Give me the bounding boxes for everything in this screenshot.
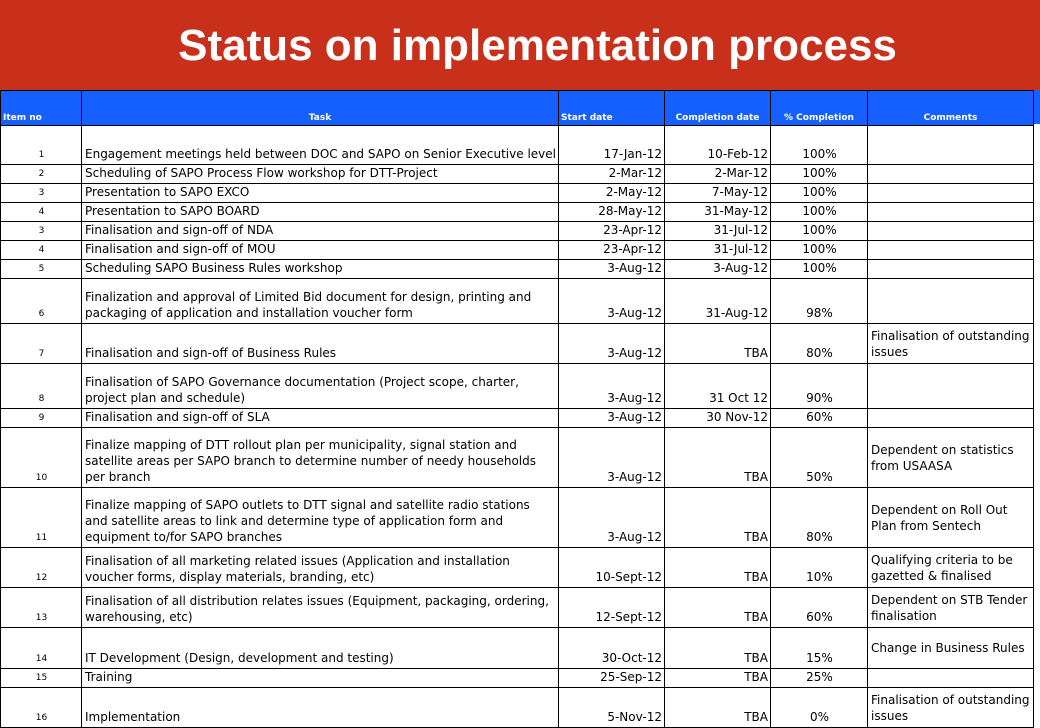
cell-item-no: 4 <box>1 203 82 222</box>
header-start-date: Start date <box>559 91 665 126</box>
cell-completion-date: 31-Aug-12 <box>665 279 771 324</box>
cell-completion-date: TBA <box>665 628 771 669</box>
cell-task: Finalize mapping of DTT rollout plan per municipality, signal station and satellite areas per SAPO branch to determine number of needy households per branch <box>82 428 559 488</box>
cell-completion-date: TBA <box>665 688 771 728</box>
table-row <box>1 222 1034 241</box>
cell-percent-completion: 80% <box>771 488 868 548</box>
cell-start-date: 23-Apr-12 <box>559 241 665 260</box>
cell-comments <box>868 669 1034 688</box>
cell-completion-date: TBA <box>665 428 771 488</box>
cell-task: Finalize mapping of SAPO outlets to DTT signal and satellite radio stations and satellite areas to link and determine type of application form and equipment to/for SAPO branches <box>82 488 559 548</box>
cell-completion-date: 7-May-12 <box>665 184 771 203</box>
cell-comments: Dependent on statistics from USAASA <box>868 428 1034 488</box>
cell-task: Finalisation of all marketing related issues (Application and installation voucher forms, display materials, branding, etc) <box>82 548 559 588</box>
table-row <box>1 279 1034 324</box>
table-row <box>1 409 1034 428</box>
cell-comments <box>868 126 1034 165</box>
cell-task: Scheduling of SAPO Process Flow workshop for DTT-Project <box>82 165 559 184</box>
cell-item-no: 13 <box>1 588 82 628</box>
cell-percent-completion: 60% <box>771 588 868 628</box>
cell-task: Finalisation of all distribution relates issues (Equipment, packaging, ordering, warehousing, etc) <box>82 588 559 628</box>
cell-completion-date: 2-Mar-12 <box>665 165 771 184</box>
cell-comments: Change in Business Rules <box>868 628 1034 669</box>
cell-item-no: 2 <box>1 165 82 184</box>
cell-item-no: 15 <box>1 669 82 688</box>
cell-percent-completion: 100% <box>771 126 868 165</box>
table-row <box>1 184 1034 203</box>
table-row <box>1 165 1034 184</box>
cell-percent-completion: 50% <box>771 428 868 488</box>
cell-start-date: 25-Sep-12 <box>559 669 665 688</box>
cell-comments: Dependent on STB Tender finalisation <box>868 588 1034 628</box>
cell-task: Presentation to SAPO BOARD <box>82 203 559 222</box>
table-row <box>1 669 1034 688</box>
cell-item-no: 14 <box>1 628 82 669</box>
cell-completion-date: 31-May-12 <box>665 203 771 222</box>
cell-item-no: 9 <box>1 409 82 428</box>
cell-comments: Dependent on Roll Out Plan from Sentech <box>868 488 1034 548</box>
cell-comments: Finalisation of outstanding issues <box>868 324 1034 364</box>
cell-completion-date: TBA <box>665 488 771 548</box>
table-row <box>1 588 1034 628</box>
header-item-no: Item no <box>1 91 82 126</box>
cell-item-no: 10 <box>1 428 82 488</box>
page-title: Status on implementation process <box>178 21 897 70</box>
cell-comments: Finalisation of outstanding issues <box>868 688 1034 728</box>
cell-completion-date: 31-Jul-12 <box>665 241 771 260</box>
table-row <box>1 488 1034 548</box>
cell-start-date: 2-Mar-12 <box>559 165 665 184</box>
cell-comments <box>868 203 1034 222</box>
cell-comments <box>868 241 1034 260</box>
cell-task: Finalisation and sign-off of Business Rules <box>82 324 559 364</box>
cell-item-no: 4 <box>1 241 82 260</box>
cell-task: Finalisation and sign-off of NDA <box>82 222 559 241</box>
cell-percent-completion: 80% <box>771 324 868 364</box>
cell-percent-completion: 100% <box>771 203 868 222</box>
cell-start-date: 23-Apr-12 <box>559 222 665 241</box>
table-row <box>1 628 1034 669</box>
cell-item-no: 8 <box>1 364 82 409</box>
cell-start-date: 28-May-12 <box>559 203 665 222</box>
cell-completion-date: 31 Oct 12 <box>665 364 771 409</box>
cell-completion-date: 31-Jul-12 <box>665 222 771 241</box>
header-percent-completion: % Completion <box>771 91 868 126</box>
cell-percent-completion: 0% <box>771 688 868 728</box>
header-task: Task <box>82 91 559 126</box>
cell-start-date: 3-Aug-12 <box>559 260 665 279</box>
cell-percent-completion: 100% <box>771 184 868 203</box>
cell-item-no: 12 <box>1 548 82 588</box>
cell-percent-completion: 98% <box>771 279 868 324</box>
cell-item-no: 16 <box>1 688 82 728</box>
cell-task: Presentation to SAPO EXCO <box>82 184 559 203</box>
cell-task: Finalisation and sign-off of MOU <box>82 241 559 260</box>
cell-start-date: 3-Aug-12 <box>559 428 665 488</box>
cell-task: Finalisation and sign-off of SLA <box>82 409 559 428</box>
cell-percent-completion: 100% <box>771 241 868 260</box>
cell-percent-completion: 15% <box>771 628 868 669</box>
cell-completion-date: TBA <box>665 588 771 628</box>
table-row <box>1 260 1034 279</box>
cell-item-no: 3 <box>1 222 82 241</box>
cell-percent-completion: 100% <box>771 260 868 279</box>
cell-start-date: 3-Aug-12 <box>559 364 665 409</box>
cell-comments <box>868 409 1034 428</box>
cell-start-date: 3-Aug-12 <box>559 279 665 324</box>
cell-comments <box>868 260 1034 279</box>
cell-item-no: 5 <box>1 260 82 279</box>
cell-start-date: 12-Sept-12 <box>559 588 665 628</box>
cell-start-date: 10-Sept-12 <box>559 548 665 588</box>
cell-percent-completion: 90% <box>771 364 868 409</box>
cell-task: Engagement meetings held between DOC and SAPO on Senior Executive level <box>82 126 559 165</box>
table-row <box>1 203 1034 222</box>
status-table <box>0 90 1034 728</box>
cell-percent-completion: 25% <box>771 669 868 688</box>
cell-completion-date: TBA <box>665 324 771 364</box>
cell-completion-date: 3-Aug-12 <box>665 260 771 279</box>
cell-comments: Qualifying criteria to be gazetted & finalised <box>868 548 1034 588</box>
table-row <box>1 241 1034 260</box>
header-completion-date: Completion date <box>665 91 771 126</box>
cell-percent-completion: 100% <box>771 222 868 241</box>
table-row <box>1 324 1034 364</box>
cell-completion-date: TBA <box>665 548 771 588</box>
cell-completion-date: 10-Feb-12 <box>665 126 771 165</box>
cell-comments <box>868 364 1034 409</box>
cell-start-date: 30-Oct-12 <box>559 628 665 669</box>
cell-item-no: 11 <box>1 488 82 548</box>
cell-start-date: 2-May-12 <box>559 184 665 203</box>
cell-start-date: 5-Nov-12 <box>559 688 665 728</box>
cell-task: Finalisation of SAPO Governance documentation (Project scope, charter, project plan and schedule) <box>82 364 559 409</box>
table-row <box>1 548 1034 588</box>
cell-task: Scheduling SAPO Business Rules workshop <box>82 260 559 279</box>
cell-item-no: 7 <box>1 324 82 364</box>
table-row <box>1 364 1034 409</box>
cell-percent-completion: 10% <box>771 548 868 588</box>
cell-comments <box>868 165 1034 184</box>
cell-task: IT Development (Design, development and testing) <box>82 628 559 669</box>
cell-start-date: 3-Aug-12 <box>559 409 665 428</box>
table-row <box>1 126 1034 165</box>
cell-task: Training <box>82 669 559 688</box>
cell-completion-date: 30 Nov-12 <box>665 409 771 428</box>
cell-comments <box>868 279 1034 324</box>
cell-comments <box>868 222 1034 241</box>
table-row <box>1 428 1034 488</box>
cell-task: Implementation <box>82 688 559 728</box>
cell-comments <box>868 184 1034 203</box>
cell-completion-date: TBA <box>665 669 771 688</box>
cell-task: Finalization and approval of Limited Bid document for design, printing and packaging of application and installation voucher form <box>82 279 559 324</box>
header-comments: Comments <box>868 91 1034 126</box>
table-header-row <box>1 91 1034 126</box>
cell-start-date: 3-Aug-12 <box>559 488 665 548</box>
cell-percent-completion: 60% <box>771 409 868 428</box>
cell-start-date: 3-Aug-12 <box>559 324 665 364</box>
cell-item-no: 6 <box>1 279 82 324</box>
cell-item-no: 1 <box>1 126 82 165</box>
table-row <box>1 688 1034 728</box>
cell-percent-completion: 100% <box>771 165 868 184</box>
cell-start-date: 17-Jan-12 <box>559 126 665 165</box>
cell-item-no: 3 <box>1 184 82 203</box>
